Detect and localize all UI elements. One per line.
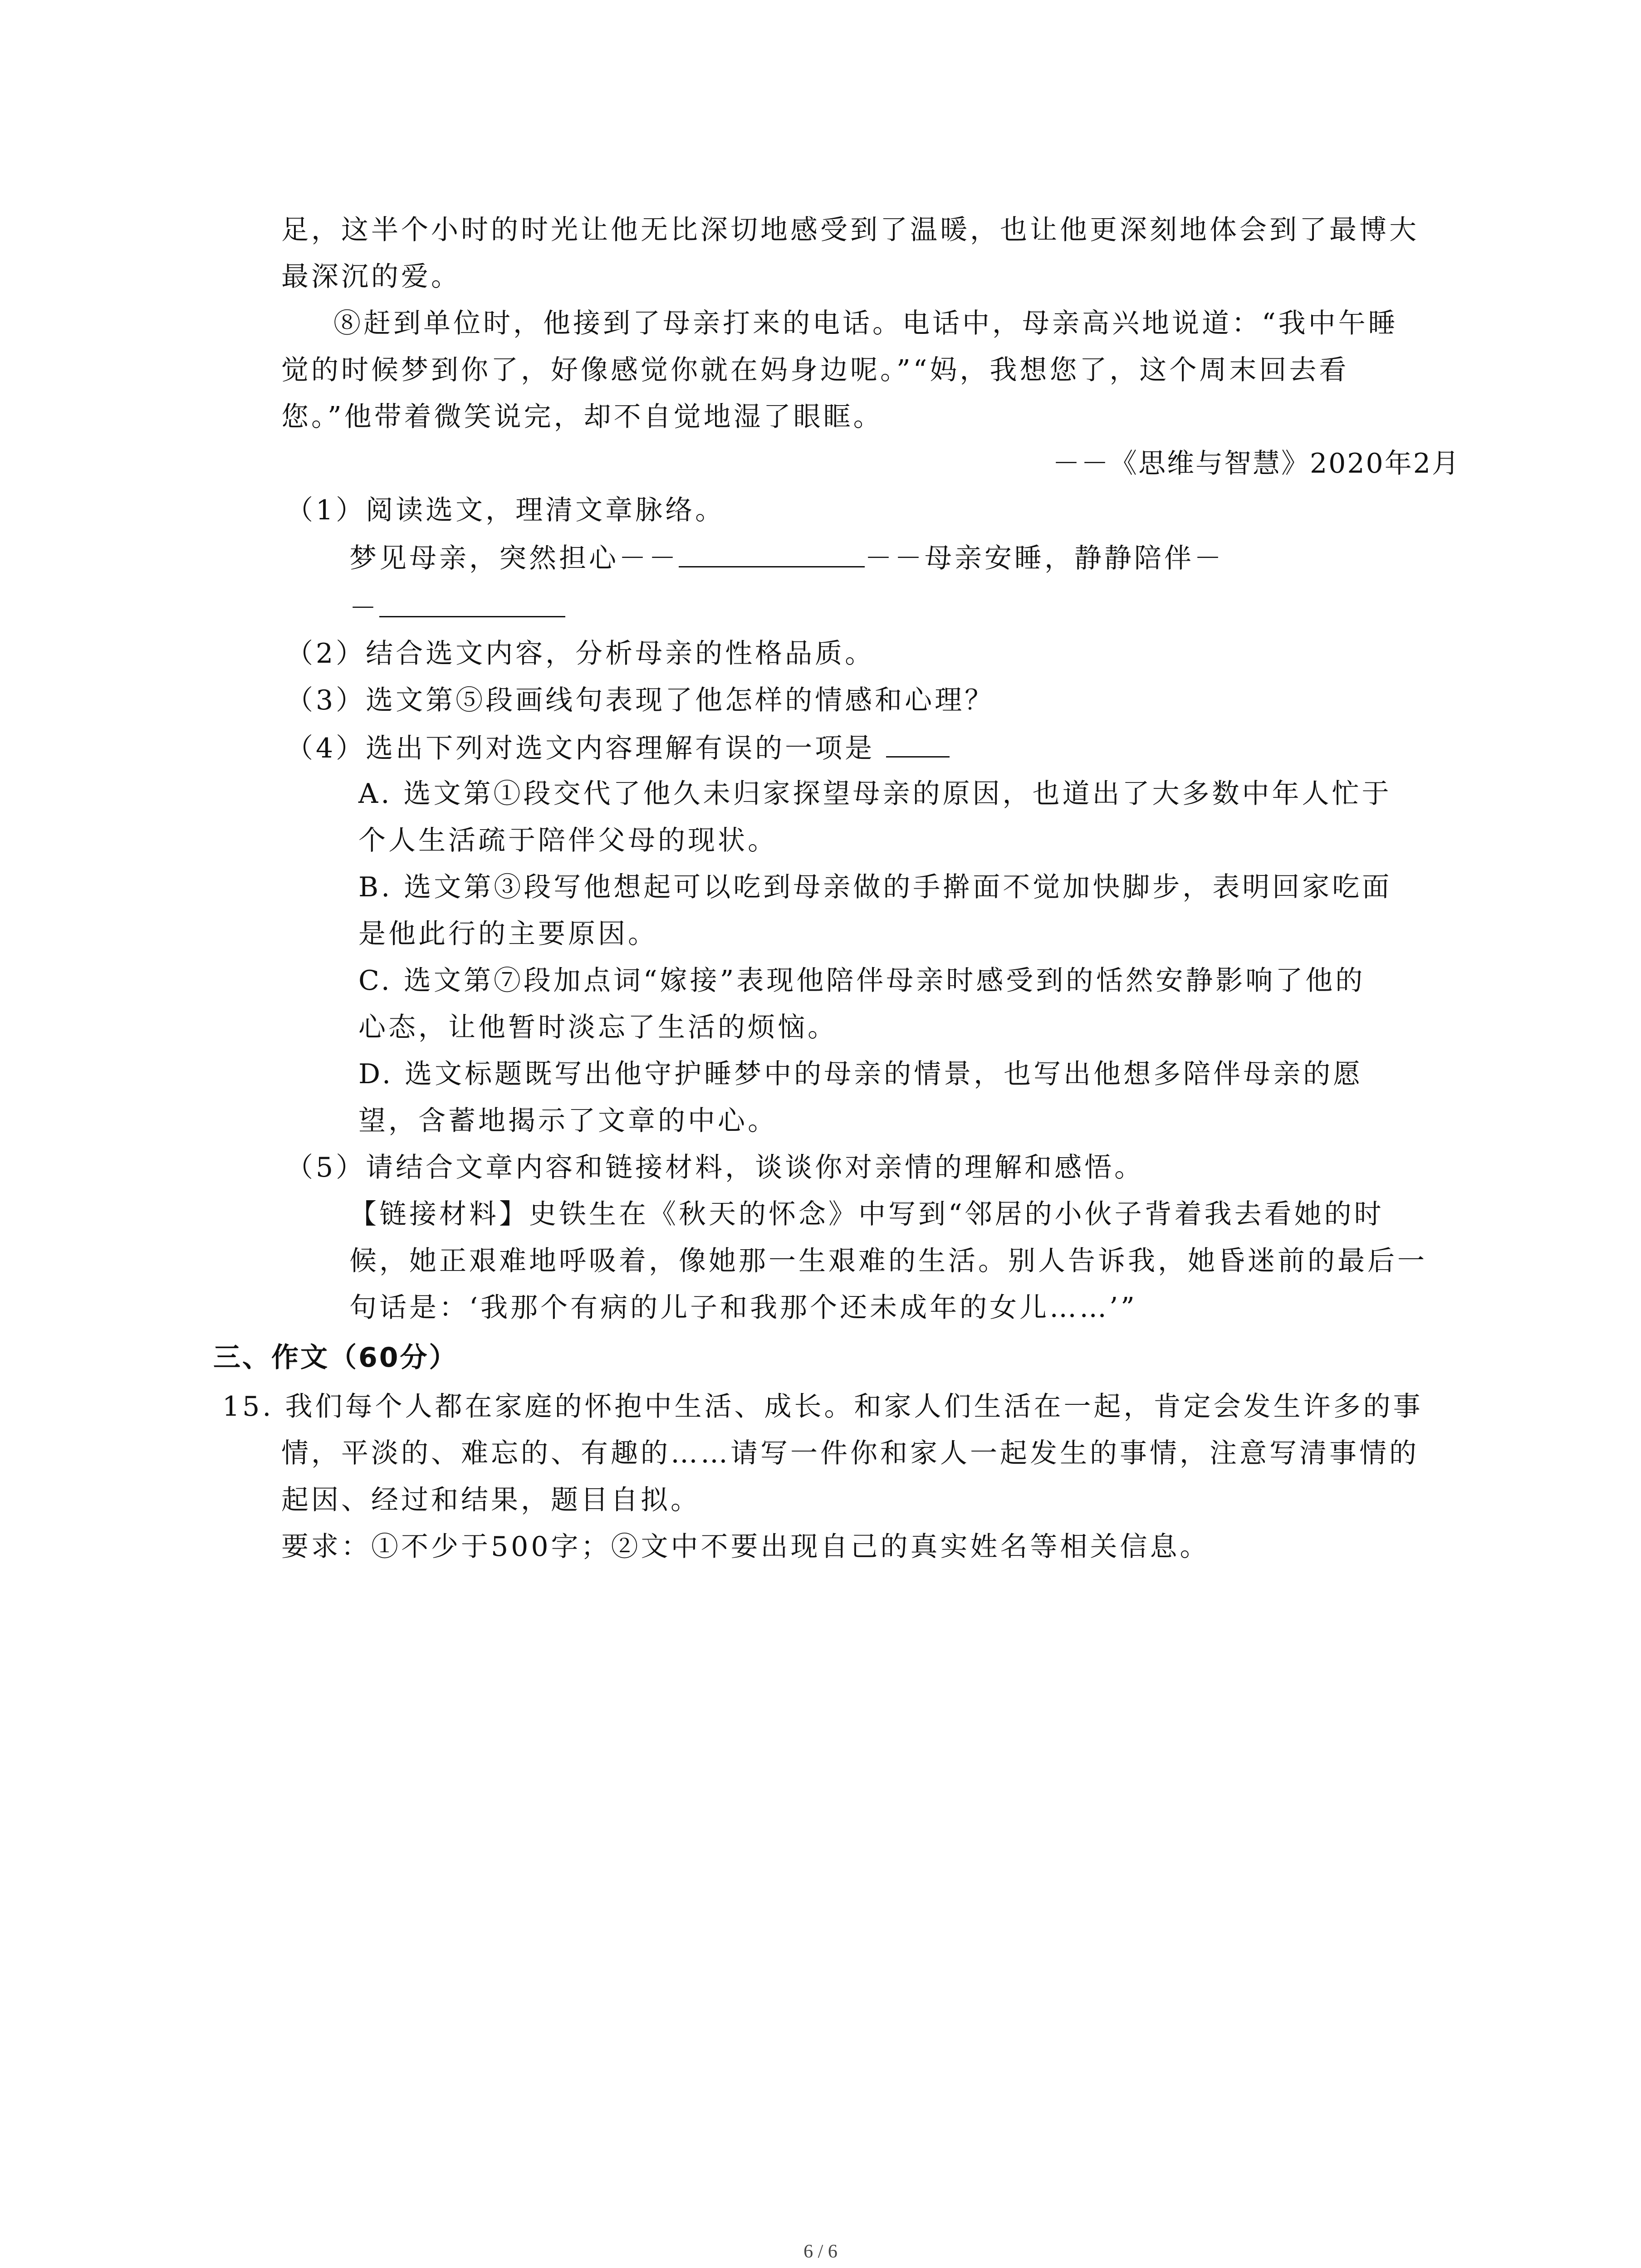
question-15-cont: 情，平淡的、难忘的、有趣的……请写一件你和家人一起发生的事情，注意写清事情的 [281,1437,1419,1469]
answer-blank[interactable] [679,541,865,567]
link-material: 【链接材料】史铁生在《秋天的怀念》中写到“邻居的小伙子背着我去看她的时 [349,1198,1384,1230]
question-15: 15. 我们每个人都在家庭的怀抱中生活、成长。和家人们生活在一起，肯定会发生许多的事 [222,1391,1423,1422]
question-1-prompt: （1）阅读选文，理清文章脉络。 [286,494,725,526]
question-4 [286,731,950,764]
section-heading: 三、作文（60分） [213,1342,458,1374]
option-b: B. 选文第③段写他想起可以吃到母亲做的手擀面不觉加快脚步，表明回家吃面 [358,871,1392,903]
question-2: （2）结合选文内容，分析母亲的性格品质。 [286,638,875,670]
question-5: （5）请结合文章内容和链接材料，谈谈你对亲情的理解和感悟。 [286,1152,1145,1183]
question-15-requirements: 要求：①不少于500字；②文中不要出现自己的真实姓名等相关信息。 [281,1531,1210,1563]
page-number: 6 / 6 [803,2241,838,2262]
option-b-cont: 是他此行的主要原因。 [358,918,658,950]
passage-line: 最深沉的爱。 [281,261,461,293]
link-material-cont: 句话是：‘我那个有病的儿子和我那个还未成年的女儿……’” [349,1292,1137,1324]
question-3: （3）选文第⑤段画线句表现了他怎样的情感和心理？ [286,684,995,716]
question-1-outline-cont [349,591,565,624]
question-1-outline [349,541,1224,574]
option-d: D. 选文标题既写出他守护睡梦中的母亲的情景，也写出他想多陪伴母亲的愿 [358,1058,1363,1090]
outline-text: － [349,592,379,624]
answer-blank[interactable] [379,591,565,617]
question-15-cont: 起因、经过和结果，题目自拟。 [281,1484,700,1516]
outline-text: －－母亲安睡，静静陪伴－ [865,543,1224,574]
link-material-cont: 候，她正艰难地呼吸着，像她那一生艰难的生活。别人告诉我，她昏迷前的最后一 [349,1245,1427,1277]
passage-line: ⑧赶到单位时，他接到了母亲打来的电话。电话中，母亲高兴地说道：“我中午睡 [333,308,1398,339]
answer-blank[interactable] [886,731,950,758]
option-c-cont: 心态，让他暂时淡忘了生活的烦恼。 [358,1012,838,1043]
option-a-cont: 个人生活疏于陪伴父母的现状。 [358,825,778,856]
question-4-text: （4）选出下列对选文内容理解有误的一项是 [286,733,875,764]
passage-line: 足，这半个小时的时光让他无比深切地感受到了温暖，也让他更深刻地体会到了最博大 [281,214,1419,246]
passage-line: 您。”他带着微笑说完，却不自觉地湿了眼眶。 [281,401,883,433]
passage-source: －－《思维与智慧》2020年2月 [1053,448,1460,479]
option-c: C. 选文第⑦段加点词“嫁接”表现他陪伴母亲时感受到的恬然安静影响了他的 [358,965,1366,997]
option-d-cont: 望，含蓄地揭示了文章的中心。 [358,1105,778,1137]
option-a: A. 选文第①段交代了他久未归家探望母亲的原因，也道出了大多数中年人忙于 [358,778,1392,810]
outline-text: 梦见母亲，突然担心－－ [349,543,679,574]
passage-line: 觉的时候梦到你了，好像感觉你就在妈身边呢。”“妈，我想您了，这个周末回去看 [281,354,1349,386]
